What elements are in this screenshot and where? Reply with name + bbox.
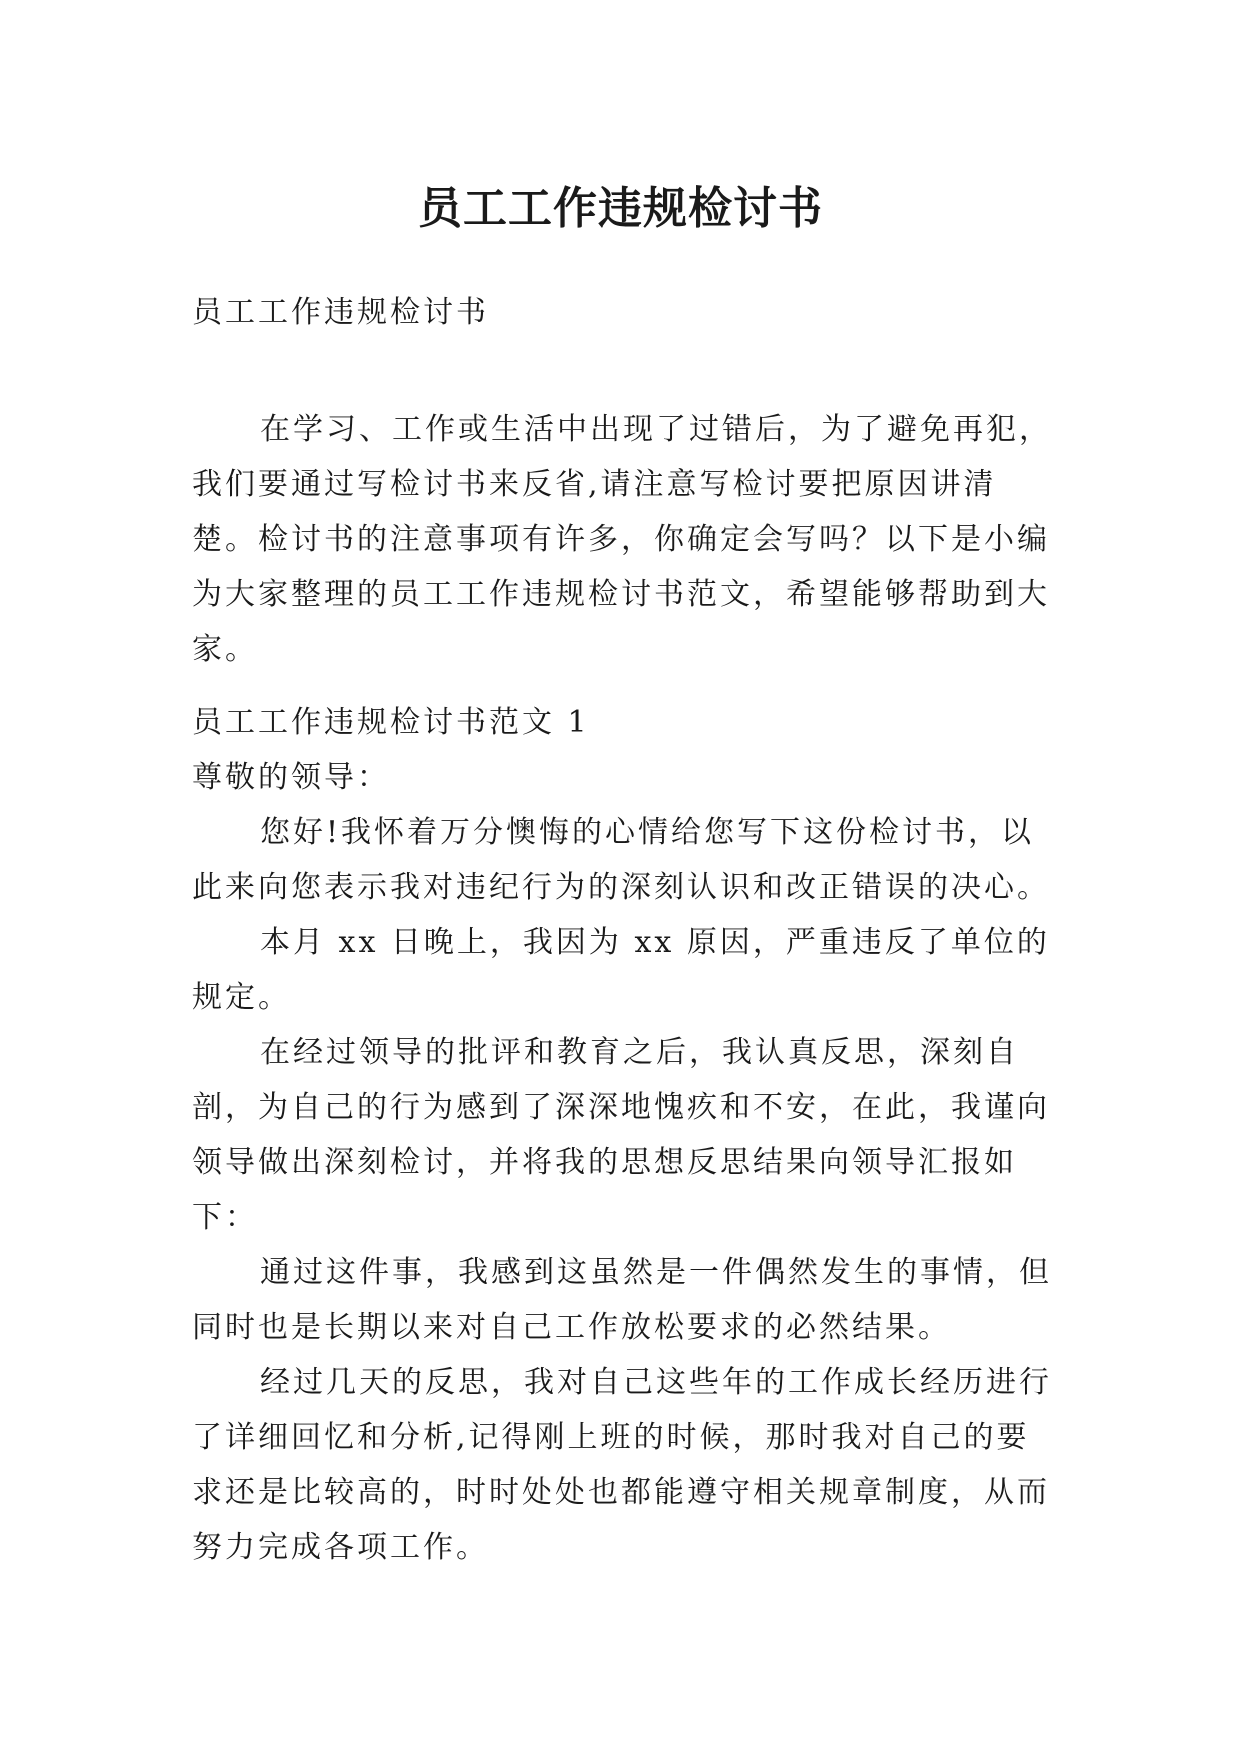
intro-paragraph: 在学习、工作或生活中出现了过错后，为了避免再犯，我们要通过写检讨书来反省,请注意写检讨要把原因讲清楚。检讨书的注意事项有许多，你确定会写吗？以下是小编为大家整理的员工工作违规检讨书范文，希望能够帮助到大家。 [192, 412, 1052, 667]
body-paragraph-4: 通过这件事，我感到这虽然是一件偶然发生的事情，但同时也是长期以来对自己工作放松要求的必然结果。 [192, 1255, 1052, 1345]
sample-heading: 员工工作违规检讨书范文 1 [192, 705, 590, 740]
document-subtitle: 员工工作违规检讨书 [192, 295, 489, 330]
body-paragraph-3: 在经过领导的批评和教育之后，我认真反思，深刻自剖，为自己的行为感到了深深地愧疚和不安，在此，我谨向领导做出深刻检讨，并将我的思想反思结果向领导汇报如下： [192, 1035, 1050, 1235]
sample-letter [192, 695, 1062, 1575]
body-paragraph-1: 您好!我怀着万分懊悔的心情给您写下这份检讨书，以此来向您表示我对违纪行为的深刻认识和改正错误的决心。 [192, 815, 1050, 905]
body-paragraph-2: 本月 xx 日晚上，我因为 xx 原因，严重违反了单位的规定。 [192, 925, 1050, 1015]
body-paragraph-5: 经过几天的反思，我对自己这些年的工作成长经历进行了详细回忆和分析,记得刚上班的时候，那时我对自己的要求还是比较高的，时时处处也都能遵守相关规章制度，从而努力完成各项工作。 [192, 1365, 1052, 1565]
salutation: 尊敬的领导： [192, 760, 390, 795]
document-title: 员工工作违规检讨书 [418, 183, 823, 235]
